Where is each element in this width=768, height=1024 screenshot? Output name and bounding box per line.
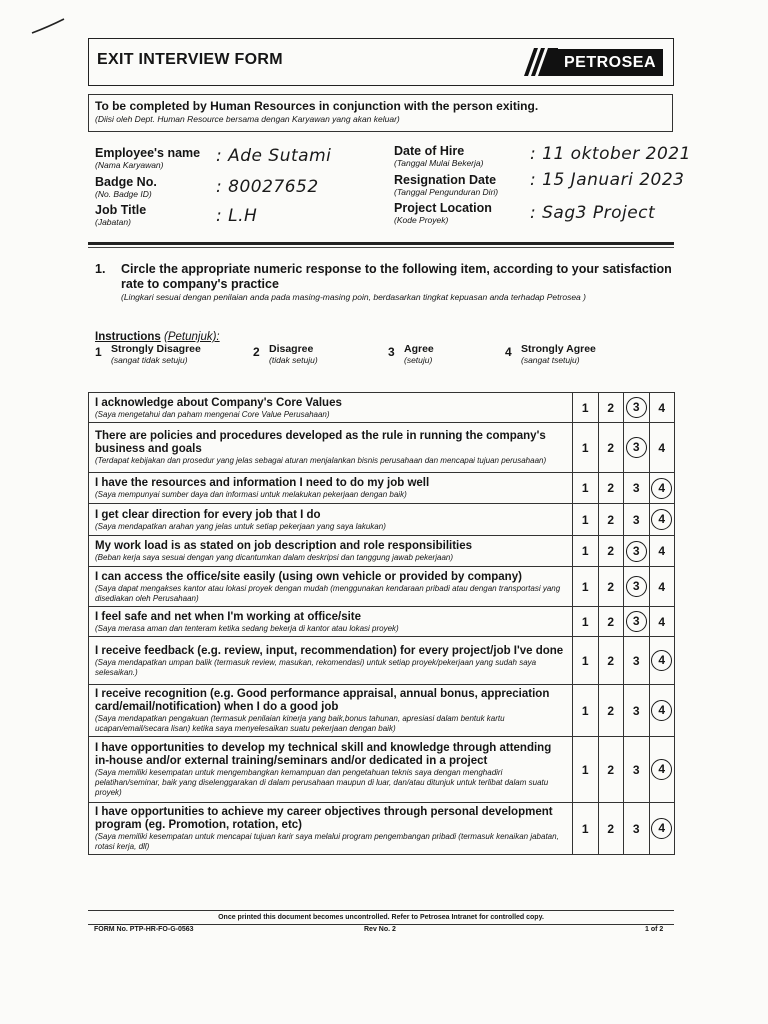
- rating-value: 3: [632, 653, 640, 668]
- logo-text: PETROSEA: [558, 49, 663, 76]
- revision-number: Rev No. 2: [364, 926, 396, 933]
- rating-option-3[interactable]: [624, 504, 650, 536]
- scale-label: Strongly Agree: [521, 343, 596, 355]
- job-title-value[interactable]: : L.H: [216, 206, 258, 226]
- resignation-date-field: [394, 173, 498, 197]
- page-number: 1 of 2: [645, 926, 664, 933]
- rating-value: 2: [607, 512, 615, 527]
- survey-row: [89, 637, 675, 685]
- rating-value: 2: [607, 762, 615, 777]
- scale-label: Disagree: [269, 343, 314, 355]
- scale-number: 3: [388, 345, 395, 359]
- selected-rating-circle: 4: [651, 509, 672, 530]
- survey-question-text: I get clear direction for every job that I do: [95, 508, 321, 521]
- scale-number: 2: [253, 345, 260, 359]
- rating-option-4[interactable]: [649, 637, 675, 685]
- job-title-label: Job Title: [95, 203, 147, 217]
- rating-value: 1: [581, 544, 589, 558]
- form-title: EXIT INTERVIEW FORM: [97, 51, 283, 68]
- job-title-sub: (Jabatan): [95, 217, 131, 227]
- survey-question-cell: [89, 637, 573, 685]
- survey-row: [89, 423, 675, 473]
- rating-option-2[interactable]: [598, 737, 624, 803]
- rating-option-1[interactable]: [573, 473, 599, 504]
- rating-option-4[interactable]: [649, 473, 675, 504]
- footer-divider-2: [88, 924, 674, 925]
- survey-row: [89, 737, 675, 803]
- survey-row: [89, 567, 675, 607]
- petrosea-logo: [524, 47, 663, 77]
- scale-number: 4: [505, 345, 512, 359]
- selected-rating-circle: 4: [651, 478, 672, 499]
- rating-option-3[interactable]: [624, 536, 650, 567]
- rating-value: 4: [658, 544, 666, 558]
- survey-question-cell: [89, 567, 573, 607]
- rating-value: 1: [581, 440, 589, 455]
- badge-no-field: [95, 175, 157, 199]
- rating-option-3[interactable]: [624, 737, 650, 803]
- rating-option-1[interactable]: [573, 803, 599, 855]
- scale-number: 1: [95, 345, 102, 359]
- project-location-value[interactable]: : Sag3 Project: [530, 203, 656, 223]
- rating-value: 4: [658, 579, 666, 594]
- rating-option-1[interactable]: [573, 423, 599, 473]
- rating-value: 3: [632, 512, 640, 527]
- rating-option-2[interactable]: [598, 393, 624, 423]
- survey-question-cell: [89, 536, 573, 567]
- instructions-label: [95, 331, 220, 343]
- survey-question-subtext: (Saya mengetahui dan paham mengenai Core Value Perusahaan): [95, 409, 330, 419]
- rating-value: 3: [632, 762, 640, 777]
- rating-option-1[interactable]: [573, 393, 599, 423]
- rating-option-1[interactable]: [573, 607, 599, 637]
- rating-value: 1: [581, 614, 589, 629]
- rating-option-2[interactable]: [598, 607, 624, 637]
- form-number: FORM No. PTP-HR-FO-G-0563: [94, 926, 194, 933]
- selected-rating-circle: 4: [651, 650, 672, 671]
- rating-value: 3: [632, 703, 640, 718]
- scale-sublabel: (tidak setuju): [269, 355, 318, 365]
- rating-value: 1: [581, 481, 589, 495]
- rating-value: 2: [607, 481, 615, 495]
- survey-row: [89, 473, 675, 504]
- date-of-hire-sub: (Tanggal Mulai Bekerja): [394, 158, 484, 168]
- rating-option-4[interactable]: [649, 607, 675, 637]
- intro-line: To be completed by Human Resources in conjunction with the person exiting.: [95, 99, 539, 113]
- rating-option-1[interactable]: [573, 536, 599, 567]
- date-of-hire-label: Date of Hire: [394, 144, 465, 158]
- rating-value: 4: [658, 614, 666, 629]
- survey-question-subtext: (Beban kerja saya sesuai dengan yang dicantumkan dalam deskripsi dan tanggung jawab pekerjaan): [95, 553, 454, 562]
- selected-rating-circle: 4: [651, 818, 672, 839]
- rating-value: 1: [581, 762, 589, 777]
- resignation-date-value[interactable]: : 15 Januari 2023: [530, 170, 685, 190]
- project-location-field: [394, 201, 492, 225]
- selected-rating-circle: 3: [626, 437, 647, 458]
- rating-option-1[interactable]: [573, 737, 599, 803]
- survey-row: [89, 504, 675, 536]
- rating-value: 2: [607, 614, 615, 629]
- rating-option-3[interactable]: [624, 473, 650, 504]
- rating-value: 2: [607, 821, 615, 836]
- survey-question-text: I acknowledge about Company's Core Values: [95, 396, 342, 409]
- rating-option-2[interactable]: [598, 473, 624, 504]
- rating-option-4[interactable]: [649, 685, 675, 737]
- survey-question-text: I feel safe and net when I'm working at office/site: [95, 610, 362, 623]
- rating-value: 2: [607, 653, 615, 668]
- instructions-title: Instructions: [95, 331, 161, 343]
- survey-question-subtext: (Terdapat kebijakan dan prosedur yang jelas sebagai aturan menjalankan bisnis perusahaan dan mencapai tujuan perusahaan): [95, 456, 547, 465]
- rating-option-3[interactable]: [624, 685, 650, 737]
- survey-question-subtext: (Saya mendapatkan umpan balik (termasuk review, masukan, rekomendasi) untuk setiap proyek/pekerjaan yang sudah saya selesaikan.): [95, 657, 537, 677]
- survey-question-subtext: (Saya merasa aman dan tenteram ketika sedang bekerja di kantor atau lokasi proyek): [95, 623, 399, 633]
- scale-sublabel: (sangat tsetuju): [521, 355, 580, 365]
- scale-label: Agree: [404, 343, 434, 355]
- footer-divider: [88, 910, 674, 911]
- rating-value: 2: [607, 544, 615, 558]
- rating-option-1[interactable]: [573, 637, 599, 685]
- survey-question-cell: [89, 423, 573, 473]
- rating-value: 1: [581, 400, 589, 415]
- survey-question-cell: [89, 737, 573, 803]
- rating-option-2[interactable]: [598, 504, 624, 536]
- rating-value: 3: [632, 821, 640, 836]
- rating-option-2[interactable]: [598, 536, 624, 567]
- employee-name-field: [95, 146, 200, 170]
- survey-question-cell: [89, 504, 573, 536]
- survey-row: [89, 685, 675, 737]
- survey-question-subtext: (Saya mendapatkan pengakuan (termasuk penilaian kinerja yang baik,bonus tahunan, apresiasi dalam bentuk kartu ucapan/email/secara lisan) ketika saya menyelesaikan suatu pekerjaan dengan baik): [95, 714, 505, 733]
- survey-question-subtext: (Saya memiliki kesempatan untuk mengembangkan kemampuan dan pengetahuan teknis saya dengan menghadiri pelatihan/seminar, baik yang diselenggarakan di dalam perusahaan maupun di luar, dan/atau ditunjuk untuk terlibat dalam suatu proyek): [95, 768, 549, 797]
- scale-sublabel: (setuju): [404, 355, 433, 365]
- survey-question-cell: [89, 393, 573, 423]
- section-divider: [88, 242, 674, 245]
- header-box: [88, 38, 674, 86]
- project-location-sub: (Kode Proyek): [394, 215, 449, 225]
- section-divider-thin: [88, 247, 674, 248]
- survey-row: [89, 393, 675, 423]
- rating-option-3[interactable]: [624, 607, 650, 637]
- selected-rating-circle: 4: [651, 700, 672, 721]
- rating-value: 2: [607, 703, 615, 718]
- question-text: Circle the appropriate numeric response to the following item, according to your satisfaction rate to company's practice: [121, 262, 672, 291]
- badge-no-sub: (No. Badge ID): [95, 189, 152, 199]
- logo-slashes-icon: [524, 48, 558, 76]
- resignation-date-label: Resignation Date: [394, 173, 497, 187]
- rating-option-4[interactable]: [649, 423, 675, 473]
- rating-option-4[interactable]: [649, 803, 675, 855]
- rating-option-4[interactable]: [649, 393, 675, 423]
- scale-sublabel: (sangat tidak setuju): [111, 355, 188, 365]
- survey-question-text: There are policies and procedures developed as the rule in running the company's business and goals: [95, 430, 546, 455]
- question-number: 1.: [95, 262, 106, 276]
- rating-option-3[interactable]: [624, 803, 650, 855]
- survey-question-text: I have opportunities to achieve my career objectives through personal development program (eg. Promotion, rotation, etc): [95, 806, 553, 831]
- rating-value: 1: [581, 653, 589, 668]
- rating-option-3[interactable]: [624, 423, 650, 473]
- selected-rating-circle: 3: [626, 611, 647, 632]
- rating-value: 1: [581, 703, 589, 718]
- instructions-title-sub: (Petunjuk):: [164, 331, 220, 343]
- intro-subline: (Diisi oleh Dept. Human Resource bersama dengan Karyawan yang akan keluar): [95, 114, 400, 124]
- survey-row: [89, 803, 675, 855]
- rating-option-2[interactable]: [598, 637, 624, 685]
- survey-question-subtext: (Saya mendapatkan arahan yang jelas untuk setiap pekerjaan yang saya lakukan): [95, 521, 386, 531]
- rating-option-3[interactable]: [624, 393, 650, 423]
- date-of-hire-value[interactable]: : 11 oktober 2021: [530, 144, 691, 164]
- survey-question-text: I have the resources and information I need to do my job well: [95, 477, 430, 489]
- employee-name-label: Employee's name: [95, 146, 201, 160]
- survey-question-text: I can access the office/site easily (using own vehicle or provided by company): [95, 570, 522, 583]
- rating-value: 1: [581, 579, 589, 594]
- survey-row: [89, 607, 675, 637]
- survey-question-cell: [89, 473, 573, 504]
- selected-rating-circle: 3: [626, 576, 647, 597]
- rating-value: 1: [581, 512, 589, 527]
- rating-option-2[interactable]: [598, 685, 624, 737]
- rating-value: 1: [581, 821, 589, 836]
- selected-rating-circle: 4: [651, 759, 672, 780]
- survey-row: [89, 536, 675, 567]
- rating-value: 2: [607, 440, 615, 455]
- badge-no-value[interactable]: : 80027652: [216, 177, 319, 197]
- survey-question-cell: [89, 607, 573, 637]
- rating-option-4[interactable]: [649, 504, 675, 536]
- rating-value: 2: [607, 400, 615, 415]
- survey-question-text: I receive feedback (e.g. review, input, recommendation) for every project/job I've done: [95, 644, 564, 657]
- survey-question-cell: [89, 685, 573, 737]
- rating-option-4[interactable]: [649, 536, 675, 567]
- job-title-field: [95, 203, 146, 227]
- rating-option-2[interactable]: [598, 423, 624, 473]
- rating-option-1[interactable]: [573, 504, 599, 536]
- scale-label: Strongly Disagree: [111, 343, 201, 355]
- survey-question-text: I have opportunities to develop my technical skill and knowledge through attending in-house and/or external training/seminars and/or dedicated in a project: [95, 742, 552, 767]
- question-subtext: (Lingkari sesuai dengan penilaian anda pada masing-masing poin, berdasarkan tingkat kepuasan anda terhadap Petrosea ): [121, 292, 586, 302]
- project-location-label: Project Location: [394, 201, 492, 215]
- resignation-date-sub: (Tanggal Pengunduran Diri): [394, 187, 499, 197]
- survey-question-cell: [89, 803, 573, 855]
- rating-option-3[interactable]: [624, 637, 650, 685]
- selected-rating-circle: 3: [626, 397, 647, 418]
- survey-question-text: My work load is as stated on job description and role responsibilities: [95, 540, 473, 552]
- date-of-hire-field: [394, 144, 483, 168]
- employee-name-sub: (Nama Karyawan): [95, 160, 164, 170]
- rating-option-2[interactable]: [598, 803, 624, 855]
- rating-option-1[interactable]: [573, 567, 599, 607]
- intro-box: [88, 94, 673, 132]
- rating-value: 2: [607, 579, 615, 594]
- rating-value: 4: [658, 400, 666, 415]
- survey-question-subtext: (Saya dapat mengakses kantor atau lokasi proyek dengan mudah (menggunakan kendaraan pribadi atau dengan transportasi yang disediakan oleh Perusahaan): [95, 583, 561, 603]
- rating-option-3[interactable]: [624, 567, 650, 607]
- pen-mark: [30, 16, 66, 36]
- rating-option-1[interactable]: [573, 685, 599, 737]
- employee-name-value[interactable]: : Ade Sutami: [216, 146, 332, 166]
- badge-no-label: Badge No.: [95, 175, 157, 189]
- survey-table: [88, 392, 675, 855]
- footer-note: Once printed this document becomes uncontrolled. Refer to Petrosea Intranet for controlled copy.: [218, 914, 544, 921]
- rating-option-2[interactable]: [598, 567, 624, 607]
- survey-question-subtext: (Saya mempunyai sumber daya dan informasi untuk melakukan pekerjaan dengan baik): [95, 490, 407, 499]
- survey-question-subtext: (Saya memiliki kesempatan untuk mencapai tujuan karir saya melalui program pengembangan pribadi (termasuk kenaikan jabatan, rotasi kerja, dll): [95, 832, 559, 851]
- rating-option-4[interactable]: [649, 737, 675, 803]
- survey-question-text: I receive recognition (e.g. Good performance appraisal, annual bonus, appreciation card/email/notification) when I do a good job: [95, 688, 550, 713]
- rating-option-4[interactable]: [649, 567, 675, 607]
- selected-rating-circle: 3: [626, 541, 647, 562]
- rating-value: 4: [658, 440, 666, 455]
- rating-value: 3: [632, 481, 640, 495]
